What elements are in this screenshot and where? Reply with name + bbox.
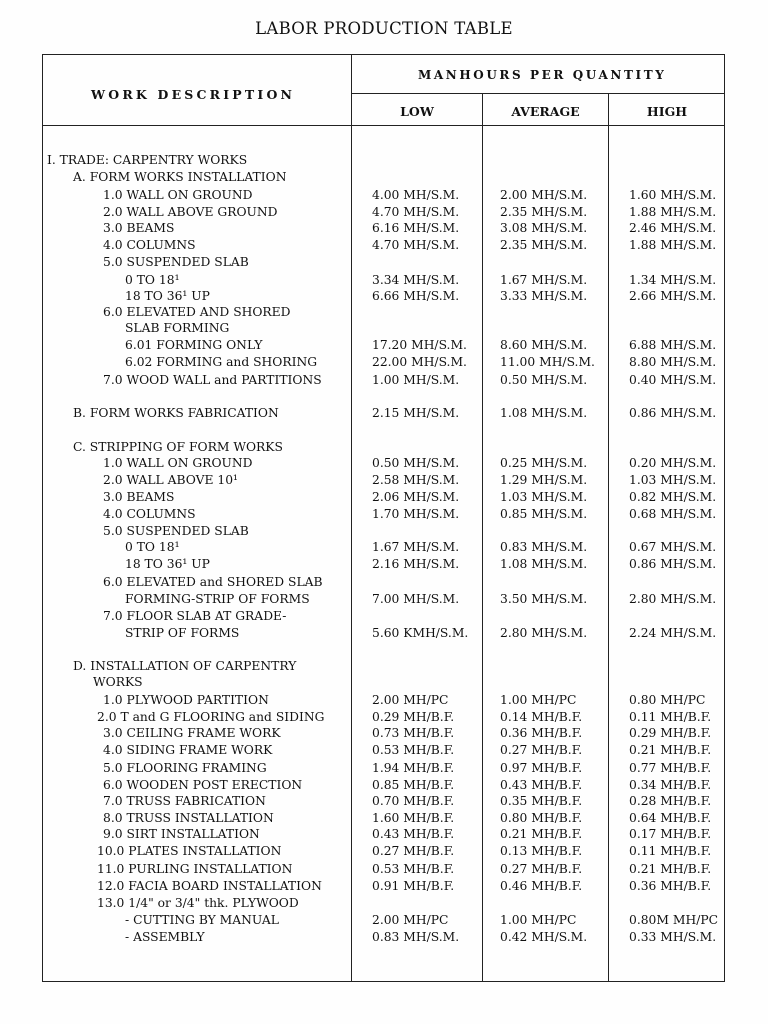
high-value-cell: 2.80 MH/S.M.: [629, 592, 717, 606]
table-row: [0, 439, 768, 455]
table-row: [0, 658, 768, 674]
table-row: [0, 220, 768, 236]
page-title: LABOR PRODUCTION TABLE: [255, 19, 513, 38]
work-description-cell: 1.0 WALL ON GROUND: [103, 456, 253, 470]
average-value-cell: 0.50 MH/S.M.: [500, 373, 588, 387]
high-value-cell: 2.66 MH/S.M.: [629, 289, 717, 303]
high-value-cell: 0.21 MH/B.F.: [629, 862, 712, 876]
average-value-cell: 2.80 MH/S.M.: [500, 626, 588, 640]
average-value-cell: 2.35 MH/S.M.: [500, 205, 588, 219]
high-value-cell: 8.80 MH/S.M.: [629, 355, 717, 369]
work-description-cell: 18 TO 36¹ UP: [125, 557, 210, 571]
average-value-cell: 3.08 MH/S.M.: [500, 221, 588, 235]
table-row: [0, 843, 768, 859]
average-value-cell: 0.80 MH/B.F.: [500, 811, 583, 825]
average-value-cell: 0.83 MH/S.M.: [500, 540, 588, 554]
table-row: [0, 152, 768, 168]
work-description-cell: 4.0 COLUMNS: [103, 507, 196, 521]
high-value-cell: 1.03 MH/S.M.: [629, 473, 717, 487]
high-value-cell: 0.40 MH/S.M.: [629, 373, 717, 387]
work-description-cell: 6.0 ELEVATED AND SHORED: [103, 305, 291, 319]
average-value-cell: 0.35 MH/B.F.: [500, 794, 583, 808]
table-row: [0, 354, 768, 370]
high-value-cell: 0.11 MH/B.F.: [629, 844, 712, 858]
high-value-cell: 0.34 MH/B.F.: [629, 778, 712, 792]
high-value-cell: 0.11 MH/B.F.: [629, 710, 712, 724]
high-value-cell: 2.46 MH/S.M.: [629, 221, 717, 235]
work-description-cell: SLAB FORMING: [125, 321, 230, 335]
high-value-cell: 0.68 MH/S.M.: [629, 507, 717, 521]
table-row: [0, 556, 768, 572]
table-row: [0, 878, 768, 894]
work-description-cell: 3.0 CEILING FRAME WORK: [103, 726, 281, 740]
average-value-cell: 0.27 MH/B.F.: [500, 862, 583, 876]
average-value-cell: 0.97 MH/B.F.: [500, 761, 583, 775]
average-value-cell: 0.85 MH/S.M.: [500, 507, 588, 521]
table-row: [0, 405, 768, 421]
table-row: [0, 320, 768, 336]
low-value-cell: 0.53 MH/B.F.: [372, 743, 455, 757]
table-row: [0, 591, 768, 607]
low-value-cell: 4.00 MH/S.M.: [372, 188, 460, 202]
work-description-cell: 5.0 FLOORING FRAMING: [103, 761, 267, 775]
low-value-cell: 0.73 MH/B.F.: [372, 726, 455, 740]
high-value-cell: 1.60 MH/S.M.: [629, 188, 717, 202]
work-description-cell: 13.0 1/4" or 3/4" thk. PLYWOOD: [97, 896, 299, 910]
work-description-cell: 1.0 WALL ON GROUND: [103, 188, 253, 202]
low-value-cell: 0.43 MH/B.F.: [372, 827, 455, 841]
work-description-cell: 3.0 BEAMS: [103, 221, 175, 235]
work-description-cell: 7.0 TRUSS FABRICATION: [103, 794, 266, 808]
table-row: [0, 574, 768, 590]
average-value-cell: 2.35 MH/S.M.: [500, 238, 588, 252]
table-row: [0, 169, 768, 185]
average-value-cell: 0.36 MH/B.F.: [500, 726, 583, 740]
high-value-cell: 0.36 MH/B.F.: [629, 879, 712, 893]
high-value-cell: 0.67 MH/S.M.: [629, 540, 717, 554]
average-value-cell: 3.33 MH/S.M.: [500, 289, 588, 303]
low-value-cell: 2.00 MH/PC: [372, 693, 449, 707]
work-description-cell: I. TRADE: CARPENTRY WORKS: [47, 153, 248, 167]
work-description-cell: 0 TO 18¹: [125, 540, 180, 554]
high-value-cell: 0.33 MH/S.M.: [629, 930, 717, 944]
work-description-cell: 0 TO 18¹: [125, 273, 180, 287]
table-row: [0, 929, 768, 945]
high-value-cell: 1.88 MH/S.M.: [629, 205, 717, 219]
average-value-cell: 0.13 MH/B.F.: [500, 844, 583, 858]
low-value-cell: 0.85 MH/B.F.: [372, 778, 455, 792]
low-value-cell: 0.91 MH/B.F.: [372, 879, 455, 893]
high-value-cell: 1.34 MH/S.M.: [629, 273, 717, 287]
low-value-cell: 6.66 MH/S.M.: [372, 289, 460, 303]
high-value-cell: 0.86 MH/S.M.: [629, 557, 717, 571]
low-value-cell: 3.34 MH/S.M.: [372, 273, 460, 287]
high-value-cell: 0.29 MH/B.F.: [629, 726, 712, 740]
average-value-cell: 2.00 MH/S.M.: [500, 188, 588, 202]
average-value-cell: 0.42 MH/S.M.: [500, 930, 588, 944]
low-value-cell: 1.67 MH/S.M.: [372, 540, 460, 554]
low-value-cell: 1.00 MH/S.M.: [372, 373, 460, 387]
work-description-cell: 6.02 FORMING and SHORING: [125, 355, 318, 369]
high-value-cell: 0.28 MH/B.F.: [629, 794, 712, 808]
table-row: [0, 304, 768, 320]
low-value-cell: 6.16 MH/S.M.: [372, 221, 460, 235]
average-value-cell: 1.08 MH/S.M.: [500, 406, 588, 420]
high-value-cell: 0.77 MH/B.F.: [629, 761, 712, 775]
table-row: [0, 523, 768, 539]
high-value-cell: 0.17 MH/B.F.: [629, 827, 712, 841]
high-value-cell: 0.21 MH/B.F.: [629, 743, 712, 757]
average-value-cell: 0.21 MH/B.F.: [500, 827, 583, 841]
average-value-cell: 11.00 MH/S.M.: [500, 355, 595, 369]
work-description-cell: 8.0 TRUSS INSTALLATION: [103, 811, 274, 825]
average-value-cell: 1.03 MH/S.M.: [500, 490, 588, 504]
work-description-cell: 1.0 PLYWOOD PARTITION: [103, 693, 269, 707]
manhours-header: MANHOURS PER QUANTITY: [418, 68, 667, 82]
work-description-cell: FORMING-STRIP OF FORMS: [125, 592, 310, 606]
average-value-cell: 0.25 MH/S.M.: [500, 456, 588, 470]
work-description-cell: 9.0 SIRT INSTALLATION: [103, 827, 260, 841]
high-value-cell: 0.80 MH/PC: [629, 693, 706, 707]
work-description-cell: 5.0 SUSPENDED SLAB: [103, 255, 249, 269]
low-value-cell: 4.70 MH/S.M.: [372, 205, 460, 219]
table-row: [0, 237, 768, 253]
work-description-cell: 18 TO 36¹ UP: [125, 289, 210, 303]
work-description-header: WORK DESCRIPTION: [91, 87, 296, 102]
low-value-cell: 2.16 MH/S.M.: [372, 557, 460, 571]
work-description-cell: 11.0 PURLING INSTALLATION: [97, 862, 293, 876]
table-row: [0, 608, 768, 624]
work-description-cell: STRIP OF FORMS: [125, 626, 240, 640]
table-row: [0, 895, 768, 911]
table-row: [0, 674, 768, 690]
work-description-cell: 2.0 WALL ABOVE 10¹: [103, 473, 238, 487]
high-column-header: HIGH: [646, 104, 688, 119]
work-description-cell: 4.0 COLUMNS: [103, 238, 196, 252]
table-row: [0, 793, 768, 809]
low-column-header: LOW: [400, 104, 434, 119]
table-row: [0, 692, 768, 708]
table-row: [0, 506, 768, 522]
table-row: [0, 272, 768, 288]
table-row: [0, 709, 768, 725]
low-value-cell: 4.70 MH/S.M.: [372, 238, 460, 252]
average-value-cell: 0.27 MH/B.F.: [500, 743, 583, 757]
table-row: [0, 337, 768, 353]
header-bottom-rule: [42, 125, 725, 126]
table-row: [0, 912, 768, 928]
table-row: [0, 204, 768, 220]
high-value-cell: 0.64 MH/B.F.: [629, 811, 712, 825]
high-value-cell: 0.20 MH/S.M.: [629, 456, 717, 470]
low-value-cell: 1.70 MH/S.M.: [372, 507, 460, 521]
work-description-cell: 7.0 WOOD WALL and PARTITIONS: [103, 373, 322, 387]
table-row: [0, 861, 768, 877]
table-row: [0, 288, 768, 304]
table-row: [0, 372, 768, 388]
low-value-cell: 5.60 KMH/S.M.: [372, 626, 469, 640]
low-value-cell: 0.29 MH/B.F.: [372, 710, 455, 724]
table-row: [0, 489, 768, 505]
work-description-cell: 4.0 SIDING FRAME WORK: [103, 743, 273, 757]
work-description-cell: 3.0 BEAMS: [103, 490, 175, 504]
work-description-cell: 7.0 FLOOR SLAB AT GRADE-: [103, 609, 287, 623]
work-description-cell: 6.0 ELEVATED and SHORED SLAB: [103, 575, 323, 589]
average-value-cell: 1.67 MH/S.M.: [500, 273, 588, 287]
average-value-cell: 1.00 MH/PC: [500, 693, 577, 707]
table-row: [0, 455, 768, 471]
high-value-cell: 0.80M MH/PC: [629, 913, 719, 927]
low-value-cell: 22.00 MH/S.M.: [372, 355, 467, 369]
work-description-cell: - ASSEMBLY: [125, 930, 205, 944]
low-value-cell: 2.58 MH/S.M.: [372, 473, 460, 487]
work-description-cell: - CUTTING BY MANUAL: [125, 913, 279, 927]
header-divider: [351, 93, 725, 94]
high-value-cell: 1.88 MH/S.M.: [629, 238, 717, 252]
table-row: [0, 187, 768, 203]
table-row: [0, 725, 768, 741]
work-description-cell: 10.0 PLATES INSTALLATION: [97, 844, 282, 858]
low-value-cell: 2.06 MH/S.M.: [372, 490, 460, 504]
table-row: [0, 760, 768, 776]
table-row: [0, 742, 768, 758]
work-description-cell: 12.0 FACIA BOARD INSTALLATION: [97, 879, 322, 893]
low-value-cell: 1.94 MH/B.F.: [372, 761, 455, 775]
table-row: [0, 826, 768, 842]
low-value-cell: 17.20 MH/S.M.: [372, 338, 467, 352]
average-value-cell: 8.60 MH/S.M.: [500, 338, 588, 352]
low-value-cell: 7.00 MH/S.M.: [372, 592, 460, 606]
work-description-cell: 5.0 SUSPENDED SLAB: [103, 524, 249, 538]
work-description-cell: WORKS: [93, 675, 143, 689]
low-value-cell: 0.27 MH/B.F.: [372, 844, 455, 858]
work-description-cell: 2.0 T and G FLOORING and SIDING: [97, 710, 325, 724]
average-column-header: AVERAGE: [511, 104, 580, 119]
work-description-cell: 6.0 WOODEN POST ERECTION: [103, 778, 303, 792]
high-value-cell: 0.86 MH/S.M.: [629, 406, 717, 420]
low-value-cell: 0.70 MH/B.F.: [372, 794, 455, 808]
table-row: [0, 810, 768, 826]
low-value-cell: 2.00 MH/PC: [372, 913, 449, 927]
work-description-cell: B. FORM WORKS FABRICATION: [73, 406, 279, 420]
average-value-cell: 1.29 MH/S.M.: [500, 473, 588, 487]
table-row: [0, 539, 768, 555]
average-value-cell: 3.50 MH/S.M.: [500, 592, 588, 606]
average-value-cell: 0.43 MH/B.F.: [500, 778, 583, 792]
average-value-cell: 0.14 MH/B.F.: [500, 710, 583, 724]
table-row: [0, 625, 768, 641]
work-description-cell: C. STRIPPING OF FORM WORKS: [73, 440, 283, 454]
table-row: [0, 254, 768, 270]
average-value-cell: 1.00 MH/PC: [500, 913, 577, 927]
table-row: [0, 777, 768, 793]
high-value-cell: 0.82 MH/S.M.: [629, 490, 717, 504]
work-description-cell: 6.01 FORMING ONLY: [125, 338, 263, 352]
average-value-cell: 0.46 MH/B.F.: [500, 879, 583, 893]
work-description-cell: A. FORM WORKS INSTALLATION: [73, 170, 287, 184]
low-value-cell: 2.15 MH/S.M.: [372, 406, 460, 420]
table-row: [0, 472, 768, 488]
high-value-cell: 6.88 MH/S.M.: [629, 338, 717, 352]
average-value-cell: 1.08 MH/S.M.: [500, 557, 588, 571]
high-value-cell: 2.24 MH/S.M.: [629, 626, 717, 640]
work-description-cell: 2.0 WALL ABOVE GROUND: [103, 205, 278, 219]
low-value-cell: 1.60 MH/B.F.: [372, 811, 455, 825]
low-value-cell: 0.50 MH/S.M.: [372, 456, 460, 470]
low-value-cell: 0.53 MH/B.F.: [372, 862, 455, 876]
low-value-cell: 0.83 MH/S.M.: [372, 930, 460, 944]
work-description-cell: D. INSTALLATION OF CARPENTRY: [73, 659, 297, 673]
